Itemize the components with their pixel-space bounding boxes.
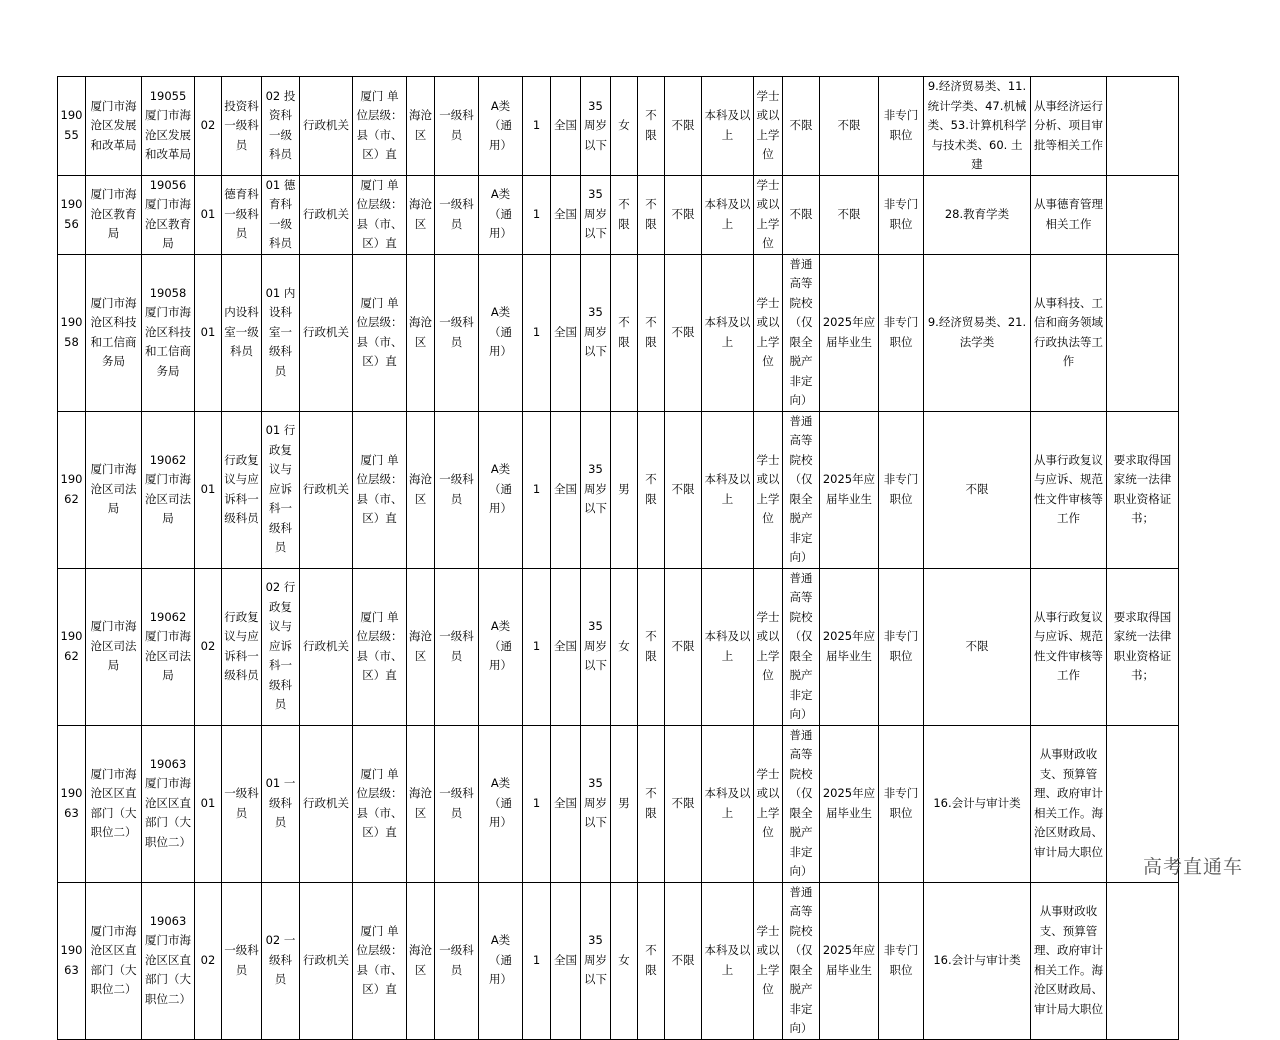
cell-age: 35周岁以下 xyxy=(581,175,611,254)
cell-scope: 全国 xyxy=(551,254,581,411)
cell-gender: 女 xyxy=(611,882,638,1039)
cell-unit: 19063 厦门市海沧区区直部门（大职位二） xyxy=(142,882,195,1039)
table-row xyxy=(58,254,1179,411)
cell-education: 本科及以上 xyxy=(702,254,754,411)
cell-degree: 学士或以上学位 xyxy=(754,254,783,411)
cell-age: 35周岁以下 xyxy=(581,725,611,882)
cell-duty: 从事行政复议与应诉、规范性文件审核等工作 xyxy=(1031,568,1107,725)
cell-post-no: 01 xyxy=(195,725,222,882)
cell-post-name: 德育科一级科员 xyxy=(222,175,262,254)
table-row xyxy=(58,175,1179,254)
cell-area: 海沧区 xyxy=(407,568,435,725)
cell-age: 35周岁以下 xyxy=(581,77,611,176)
cell-fresh: 2025年应届毕业生 xyxy=(820,411,879,568)
cell-duty: 从事经济运行分析、项目审批等相关工作 xyxy=(1031,77,1107,176)
cell-area: 海沧区 xyxy=(407,77,435,176)
cell-dept: 厦门市海沧区教育局 xyxy=(86,175,142,254)
cell-rank: 一级科员 xyxy=(435,882,479,1039)
cell-dept: 厦门市海沧区司法局 xyxy=(86,411,142,568)
cell-age: 35周岁以下 xyxy=(581,882,611,1039)
cell-level: 厦门 单位层级：县（市、区）直 xyxy=(353,411,407,568)
cell-special: 非专门职位 xyxy=(879,725,924,882)
cell-school: 不限 xyxy=(783,77,820,176)
cell-post-code: 02 行政复议与应诉科一级科员 xyxy=(262,568,300,725)
cell-duty: 从事财政收支、预算管理、政府审计相关工作。海沧区财政局、审计局大职位 xyxy=(1031,882,1107,1039)
cell-major: 16.会计与审计类 xyxy=(924,725,1031,882)
cell-org-type: 行政机关 xyxy=(300,175,353,254)
cell-rank: 一级科员 xyxy=(435,254,479,411)
cell-unit: 19056 厦门市海沧区教育局 xyxy=(142,175,195,254)
cell-party: 不限 xyxy=(638,77,665,176)
cell-duty: 从事财政收支、预算管理、政府审计相关工作。海沧区财政局、审计局大职位 xyxy=(1031,725,1107,882)
cell-dept: 厦门市海沧区科技和工信商务局 xyxy=(86,254,142,411)
cell-degree: 学士或以上学位 xyxy=(754,175,783,254)
cell-gender: 女 xyxy=(611,77,638,176)
cell-unit: 19062 厦门市海沧区司法局 xyxy=(142,411,195,568)
cell-level: 厦门 单位层级：县（市、区）直 xyxy=(353,254,407,411)
cell-duty: 从事行政复议与应诉、规范性文件审核等工作 xyxy=(1031,411,1107,568)
cell-post-code: 02 投资科一级科员 xyxy=(262,77,300,176)
cell-other: 不限 xyxy=(665,725,702,882)
table-row xyxy=(58,725,1179,882)
cell-special: 非专门职位 xyxy=(879,882,924,1039)
cell-other: 不限 xyxy=(665,411,702,568)
cell-party: 不限 xyxy=(638,568,665,725)
cell-degree: 学士或以上学位 xyxy=(754,77,783,176)
cell-note xyxy=(1107,175,1179,254)
cell-special: 非专门职位 xyxy=(879,254,924,411)
cell-count: 1 xyxy=(523,175,551,254)
cell-count: 1 xyxy=(523,725,551,882)
cell-dept: 厦门市海沧区区直部门（大职位二） xyxy=(86,725,142,882)
cell-post-code: 01 内设科室一级科员 xyxy=(262,254,300,411)
cell-education: 本科及以上 xyxy=(702,725,754,882)
cell-gender: 女 xyxy=(611,568,638,725)
cell-category: A类（通用） xyxy=(479,411,523,568)
cell-post-name: 一级科员 xyxy=(222,882,262,1039)
cell-code: 19055 xyxy=(58,77,86,176)
cell-rank: 一级科员 xyxy=(435,568,479,725)
cell-level: 厦门 单位层级：县（市、区）直 xyxy=(353,77,407,176)
cell-major: 16.会计与审计类 xyxy=(924,882,1031,1039)
cell-school: 普通高等院校（仅限全脱产非定向） xyxy=(783,725,820,882)
cell-post-no: 02 xyxy=(195,568,222,725)
cell-category: A类（通用） xyxy=(479,254,523,411)
cell-post-no: 01 xyxy=(195,254,222,411)
cell-fresh: 不限 xyxy=(820,175,879,254)
cell-count: 1 xyxy=(523,882,551,1039)
cell-area: 海沧区 xyxy=(407,725,435,882)
cell-scope: 全国 xyxy=(551,882,581,1039)
cell-org-type: 行政机关 xyxy=(300,254,353,411)
cell-degree: 学士或以上学位 xyxy=(754,882,783,1039)
cell-degree: 学士或以上学位 xyxy=(754,411,783,568)
cell-school: 普通高等院校（仅限全脱产非定向） xyxy=(783,882,820,1039)
cell-rank: 一级科员 xyxy=(435,175,479,254)
cell-party: 不限 xyxy=(638,882,665,1039)
cell-level: 厦门 单位层级：县（市、区）直 xyxy=(353,568,407,725)
cell-post-code: 02 一级科员 xyxy=(262,882,300,1039)
cell-school: 普通高等院校（仅限全脱产非定向） xyxy=(783,411,820,568)
cell-category: A类（通用） xyxy=(479,77,523,176)
cell-major: 9.经济贸易类、21.法学类 xyxy=(924,254,1031,411)
cell-post-code: 01 一级科员 xyxy=(262,725,300,882)
cell-unit: 19062 厦门市海沧区司法局 xyxy=(142,568,195,725)
cell-other: 不限 xyxy=(665,77,702,176)
cell-fresh: 2025年应届毕业生 xyxy=(820,725,879,882)
cell-count: 1 xyxy=(523,254,551,411)
cell-gender: 不限 xyxy=(611,175,638,254)
cell-category: A类（通用） xyxy=(479,725,523,882)
cell-count: 1 xyxy=(523,77,551,176)
cell-party: 不限 xyxy=(638,411,665,568)
cell-post-name: 行政复议与应诉科一级科员 xyxy=(222,568,262,725)
cell-code: 19062 xyxy=(58,411,86,568)
cell-other: 不限 xyxy=(665,175,702,254)
cell-level: 厦门 单位层级：县（市、区）直 xyxy=(353,882,407,1039)
cell-category: A类（通用） xyxy=(479,175,523,254)
cell-party: 不限 xyxy=(638,725,665,882)
watermark: 高考直通车 xyxy=(1143,856,1244,878)
cell-code: 19063 xyxy=(58,882,86,1039)
cell-post-name: 行政复议与应诉科一级科员 xyxy=(222,411,262,568)
cell-special: 非专门职位 xyxy=(879,175,924,254)
cell-school: 普通高等院校（仅限全脱产非定向） xyxy=(783,254,820,411)
cell-code: 19056 xyxy=(58,175,86,254)
cell-scope: 全国 xyxy=(551,411,581,568)
cell-post-code: 01 行政复议与应诉科一级科员 xyxy=(262,411,300,568)
cell-count: 1 xyxy=(523,411,551,568)
cell-age: 35周岁以下 xyxy=(581,411,611,568)
recruitment-table xyxy=(57,76,1179,1040)
cell-school: 不限 xyxy=(783,175,820,254)
cell-area: 海沧区 xyxy=(407,411,435,568)
cell-other: 不限 xyxy=(665,254,702,411)
cell-area: 海沧区 xyxy=(407,254,435,411)
cell-major: 28.教育学类 xyxy=(924,175,1031,254)
cell-unit: 19058 厦门市海沧区科技和工信商务局 xyxy=(142,254,195,411)
cell-special: 非专门职位 xyxy=(879,411,924,568)
cell-category: A类（通用） xyxy=(479,568,523,725)
cell-post-no: 02 xyxy=(195,77,222,176)
cell-post-no: 01 xyxy=(195,175,222,254)
cell-age: 35周岁以下 xyxy=(581,254,611,411)
cell-special: 非专门职位 xyxy=(879,77,924,176)
cell-major: 不限 xyxy=(924,411,1031,568)
cell-rank: 一级科员 xyxy=(435,725,479,882)
cell-scope: 全国 xyxy=(551,175,581,254)
cell-post-no: 01 xyxy=(195,411,222,568)
cell-code: 19063 xyxy=(58,725,86,882)
cell-post-name: 投资科一级科员 xyxy=(222,77,262,176)
cell-other: 不限 xyxy=(665,882,702,1039)
cell-scope: 全国 xyxy=(551,725,581,882)
cell-dept: 厦门市海沧区发展和改革局 xyxy=(86,77,142,176)
cell-area: 海沧区 xyxy=(407,882,435,1039)
cell-rank: 一级科员 xyxy=(435,77,479,176)
cell-education: 本科及以上 xyxy=(702,411,754,568)
cell-education: 本科及以上 xyxy=(702,882,754,1039)
cell-education: 本科及以上 xyxy=(702,175,754,254)
cell-category: A类（通用） xyxy=(479,882,523,1039)
cell-note xyxy=(1107,77,1179,176)
cell-degree: 学士或以上学位 xyxy=(754,725,783,882)
cell-fresh: 2025年应届毕业生 xyxy=(820,568,879,725)
cell-org-type: 行政机关 xyxy=(300,77,353,176)
cell-post-code: 01 德育科一级科员 xyxy=(262,175,300,254)
cell-org-type: 行政机关 xyxy=(300,411,353,568)
cell-education: 本科及以上 xyxy=(702,77,754,176)
cell-major: 不限 xyxy=(924,568,1031,725)
cell-note: 要求取得国家统一法律职业资格证书； xyxy=(1107,568,1179,725)
cell-special: 非专门职位 xyxy=(879,568,924,725)
cell-other: 不限 xyxy=(665,568,702,725)
cell-code: 19058 xyxy=(58,254,86,411)
cell-scope: 全国 xyxy=(551,568,581,725)
cell-note xyxy=(1107,254,1179,411)
cell-note xyxy=(1107,882,1179,1039)
cell-gender: 男 xyxy=(611,411,638,568)
cell-area: 海沧区 xyxy=(407,175,435,254)
cell-fresh: 2025年应届毕业生 xyxy=(820,254,879,411)
cell-level: 厦门 单位层级：县（市、区）直 xyxy=(353,175,407,254)
table-row xyxy=(58,568,1179,725)
cell-age: 35周岁以下 xyxy=(581,568,611,725)
cell-duty: 从事德育管理相关工作 xyxy=(1031,175,1107,254)
cell-count: 1 xyxy=(523,568,551,725)
table-row xyxy=(58,411,1179,568)
cell-party: 不限 xyxy=(638,254,665,411)
cell-unit: 19063 厦门市海沧区区直部门（大职位二） xyxy=(142,725,195,882)
cell-education: 本科及以上 xyxy=(702,568,754,725)
cell-org-type: 行政机关 xyxy=(300,882,353,1039)
cell-dept: 厦门市海沧区司法局 xyxy=(86,568,142,725)
cell-post-name: 内设科室一级科员 xyxy=(222,254,262,411)
cell-gender: 男 xyxy=(611,725,638,882)
cell-post-no: 02 xyxy=(195,882,222,1039)
cell-rank: 一级科员 xyxy=(435,411,479,568)
cell-post-name: 一级科员 xyxy=(222,725,262,882)
cell-code: 19062 xyxy=(58,568,86,725)
cell-major: 9.经济贸易类、11.统计学类、47.机械类、53.计算机科学与技术类、60. 土建 xyxy=(924,77,1031,176)
cell-duty: 从事科技、工信和商务领域行政执法等工作 xyxy=(1031,254,1107,411)
cell-degree: 学士或以上学位 xyxy=(754,568,783,725)
cell-org-type: 行政机关 xyxy=(300,568,353,725)
cell-fresh: 不限 xyxy=(820,77,879,176)
cell-dept: 厦门市海沧区区直部门（大职位二） xyxy=(86,882,142,1039)
cell-school: 普通高等院校（仅限全脱产非定向） xyxy=(783,568,820,725)
cell-org-type: 行政机关 xyxy=(300,725,353,882)
cell-gender: 不限 xyxy=(611,254,638,411)
cell-note: 要求取得国家统一法律职业资格证书； xyxy=(1107,411,1179,568)
table-row xyxy=(58,77,1179,176)
cell-party: 不限 xyxy=(638,175,665,254)
cell-unit: 19055 厦门市海沧区发展和改革局 xyxy=(142,77,195,176)
cell-fresh: 2025年应届毕业生 xyxy=(820,882,879,1039)
cell-level: 厦门 单位层级：县（市、区）直 xyxy=(353,725,407,882)
cell-scope: 全国 xyxy=(551,77,581,176)
table-row xyxy=(58,882,1179,1039)
